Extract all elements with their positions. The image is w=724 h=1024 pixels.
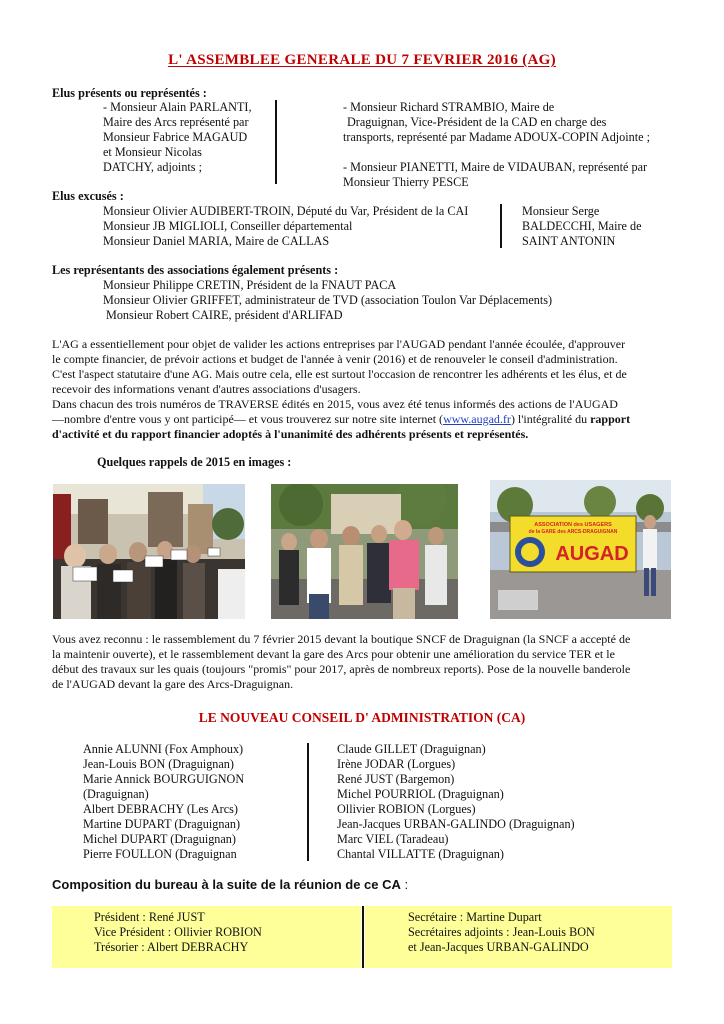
elus-excuses-left — [103, 204, 468, 249]
text-line: Monsieur Fabrice MAGAUD — [103, 130, 248, 144]
text-line: C'est l'aspect statutaire d'une AG. Mais outre cela, elle est surtout l'occasion de rencontrer les adhérents et les élus, et de — [52, 367, 627, 381]
ca-member: Annie ALUNNI (Fox Amphoux) — [83, 742, 244, 756]
elus-excuses-right — [522, 204, 641, 249]
bureau-role: Secrétaire : Martine Dupart — [408, 910, 542, 924]
text-line: - Monsieur Alain PARLANTI, — [103, 100, 252, 114]
associations-list — [103, 278, 552, 323]
photo-rassemblement-gare — [271, 484, 458, 619]
text-line: Monsieur Serge — [522, 204, 600, 218]
bureau-role: Président : René JUST — [94, 910, 205, 924]
photo-rassemblement-gare-image — [271, 484, 458, 619]
ca-member: Jean-Louis BON (Draguignan) — [83, 757, 234, 771]
ca-member: Michel POURRIOL (Draguignan) — [337, 787, 504, 801]
bureau-heading — [52, 877, 408, 892]
text-line: Vous avez reconnu : le rassemblement du 7 février 2015 devant la boutique SNCF de Draguignan (la SNCF a accepté de — [52, 632, 631, 646]
bureau-role: Trésorier : Albert DEBRACHY — [94, 940, 249, 954]
banner-main: AUGAD — [555, 543, 629, 565]
banner-line1: ASSOCIATION des USAGERS — [534, 522, 612, 528]
elus-excuses-heading: Elus excusés : — [52, 189, 124, 203]
associations-heading: Les représentants des associations également présents : — [52, 263, 339, 277]
elus-presents-heading: Elus présents ou représentés : — [52, 86, 207, 100]
ca-member: Pierre FOULLON (Draguignan — [83, 847, 237, 861]
text-span: —nombre d'entre vous y ont participé— et vous trouverez sur notre site internet ( — [52, 412, 444, 426]
text-span: Composition du bureau à la suite de la réunion de ce CA — [52, 877, 401, 892]
elus-presents-right — [343, 100, 650, 190]
text-span: rapport — [590, 412, 631, 426]
text-line: Monsieur Olivier GRIFFET, administrateur de TVD (association Toulon Var Déplacements) — [103, 293, 553, 307]
text-line: Maire des Arcs représenté par — [103, 115, 249, 129]
photo-rassemblement-boutique-image — [53, 484, 245, 619]
bureau-right — [408, 910, 595, 955]
text-line: L'AG a essentiellement pour objet de valider les actions entreprises par l'AUGAD pendant l'année écoulée, d'approuver — [52, 337, 626, 351]
ca-list-left — [83, 742, 244, 862]
photo-rassemblement-boutique — [53, 484, 245, 619]
ca-member: Albert DEBRACHY (Les Arcs) — [83, 802, 238, 816]
bureau-role: Vice Président : Ollivier ROBION — [94, 925, 262, 939]
bureau-left — [94, 910, 262, 955]
text-span: : — [400, 877, 409, 892]
text-line: Monsieur Daniel MARIA, Maire de CALLAS — [103, 234, 330, 248]
bureau-role: et Jean-Jacques URBAN-GALINDO — [408, 940, 589, 954]
ca-member: Ollivier ROBION (Lorgues) — [337, 802, 476, 816]
text-line: recevoir des informations venant d'autres associations d'usagers. — [52, 382, 361, 396]
ca-member: Chantal VILLATTE (Draguignan) — [337, 847, 504, 861]
photo-banderole-augad — [490, 480, 671, 619]
text-line: d'activité et du rapport financier adoptés à l'unanimité des adhérents présents et représentés. — [52, 427, 529, 441]
text-line: de l'AUGAD devant la gare des Arcs-Draguignan. — [52, 677, 294, 691]
text-line: début des travaux sur les quais (toujours "promis" pour 2017, après de nombreux reports). Pose de la nouvelle banderole — [52, 662, 631, 676]
column-divider — [362, 906, 364, 968]
bureau-role: Secrétaires adjoints : Jean-Louis BON — [408, 925, 595, 939]
column-divider — [500, 204, 502, 248]
banner-line2: de la GARE des ARCS-DRAGUIGNAN — [528, 529, 618, 535]
text-line: Dans chacun des trois numéros de TRAVERSE édités en 2015, vous avez été tenus informés des actions de l'AUGAD — [52, 397, 618, 411]
ca-member: Michel DUPART (Draguignan) — [83, 832, 236, 846]
ca-member: Marie Annick BOURGUIGNON — [83, 772, 245, 786]
ca-list-right — [337, 742, 575, 862]
text-line: le compte financier, de prévoir actions et budget de l'année à venir (2016) et de renouveler le conseil d'administration. — [52, 352, 618, 366]
ca-member: Claude GILLET (Draguignan) — [337, 742, 486, 756]
text-line: - Monsieur Richard STRAMBIO, Maire de — [343, 100, 555, 114]
text-line: transports, représenté par Madame ADOUX-COPIN Adjointe ; — [343, 130, 650, 144]
text-line: et Monsieur Nicolas — [103, 145, 202, 159]
ca-member: René JUST (Bargemon) — [337, 772, 455, 786]
column-divider — [275, 100, 277, 184]
text-line: Monsieur Philippe CRETIN, Président de la FNAUT PACA — [103, 278, 397, 292]
text-line: SAINT ANTONIN — [522, 234, 616, 248]
text-line: BALDECCHI, Maire de — [522, 219, 642, 233]
text-line: Monsieur JB MIGLIOLI, Conseiller départemental — [103, 219, 353, 233]
text-line: Draguignan, Vice-Président de la CAD en charge des — [347, 115, 607, 129]
ca-member: Irène JODAR (Lorgues) — [337, 757, 456, 771]
text-line: Monsieur Thierry PESCE — [343, 175, 469, 189]
text-line: la maintenir ouverte), et le rassemblement devant la gare des Arcs pour obtenir une amélioration du service TER et le — [52, 647, 615, 661]
text-line — [52, 412, 672, 427]
page-title: L' ASSEMBLEE GENERALE DU 7 FEVRIER 2016 (AG) — [168, 52, 556, 68]
text-line: Monsieur Robert CAIRE, président d'ARLIFAD — [106, 308, 343, 322]
ca-member: Martine DUPART (Draguignan) — [83, 817, 241, 831]
column-divider — [307, 743, 309, 861]
ca-member: (Draguignan) — [83, 787, 149, 801]
photo-banderole-augad-image — [490, 480, 671, 619]
text-span: ) l'intégralité du — [510, 412, 591, 426]
ca-member: Marc VIEL (Taradeau) — [337, 832, 449, 846]
recap-paragraph — [52, 632, 672, 692]
intro-paragraph — [52, 337, 672, 442]
text-line: DATCHY, adjoints ; — [103, 160, 202, 174]
text-line: Monsieur Olivier AUDIBERT-TROIN, Député du Var, Président de la CAI — [103, 204, 469, 218]
text-line: - Monsieur PIANETTI, Maire de VIDAUBAN, représenté par — [343, 160, 648, 174]
augad-website-link[interactable]: www.augad.fr — [443, 412, 511, 426]
ca-title: LE NOUVEAU CONSEIL D' ADMINISTRATION (CA) — [198, 710, 526, 725]
elus-presents-left — [103, 100, 252, 175]
images-heading: Quelques rappels de 2015 en images : — [97, 455, 292, 469]
ca-member: Jean-Jacques URBAN-GALINDO (Draguignan) — [337, 817, 575, 831]
text-line — [343, 145, 650, 160]
